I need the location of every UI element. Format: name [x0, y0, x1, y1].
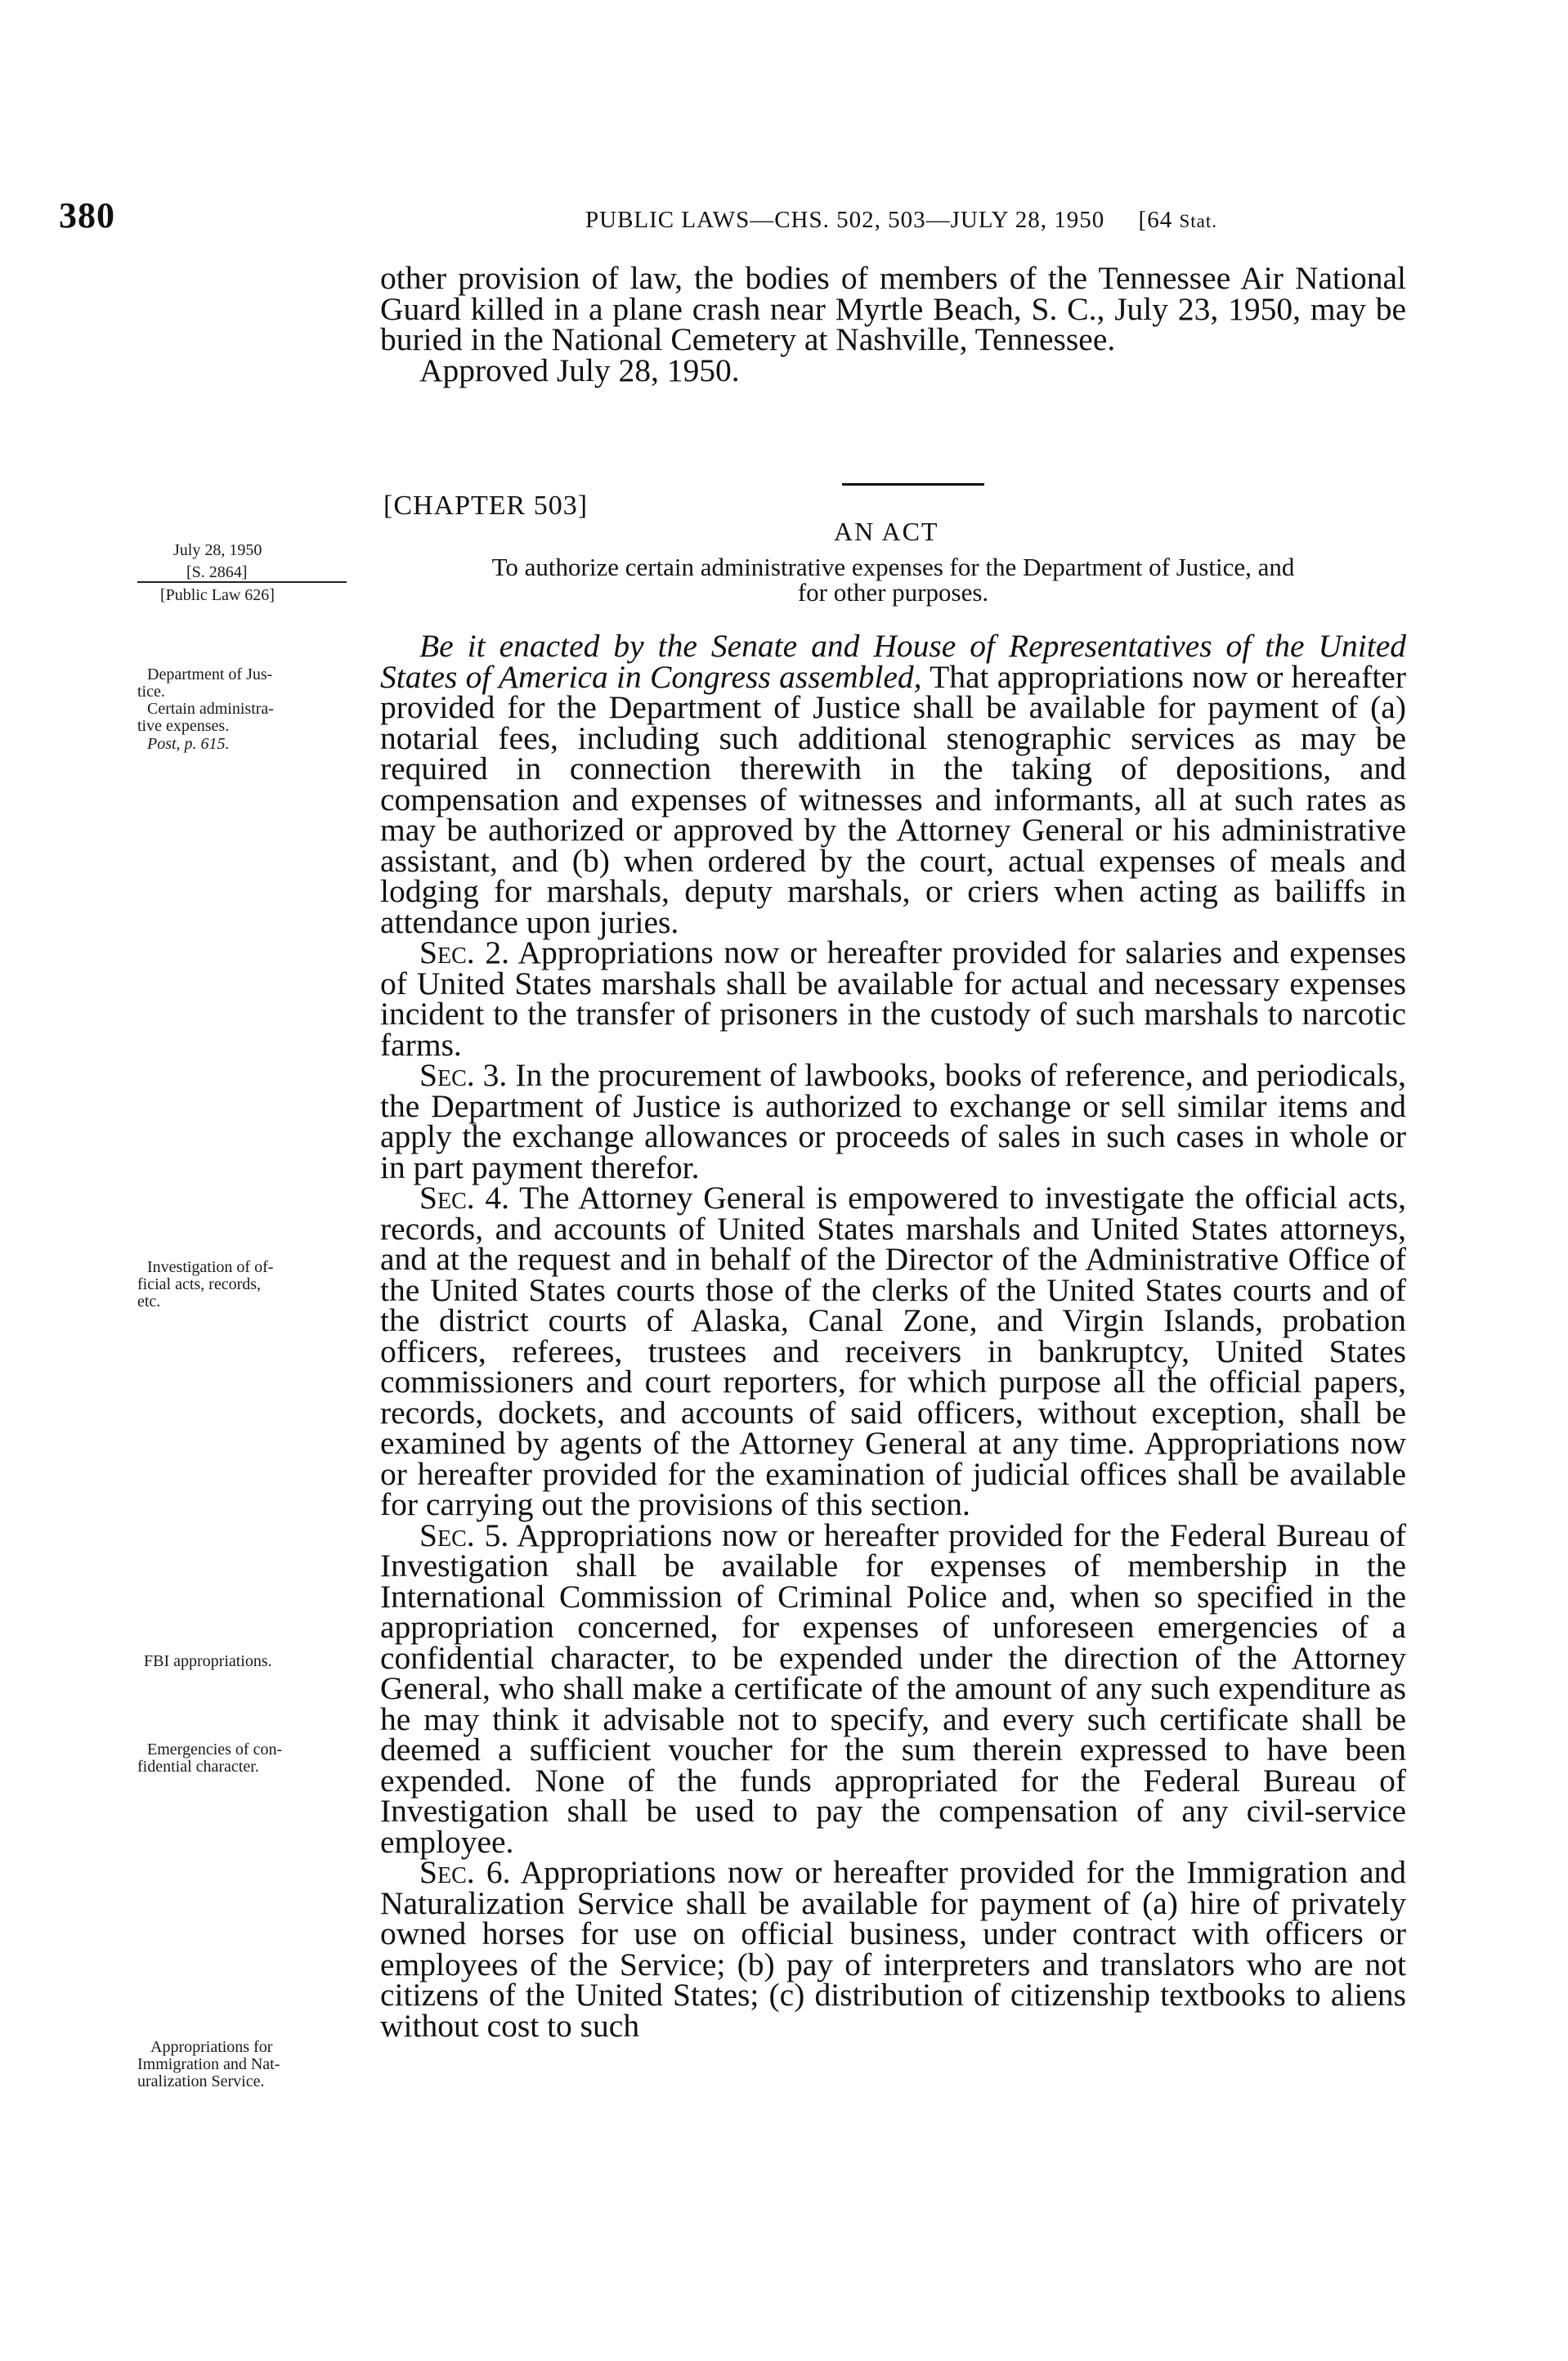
section-5-label: Sec. 5. [419, 1517, 509, 1553]
chapter-503-body [380, 628, 1407, 2044]
section-3 [380, 1057, 1407, 1185]
section-4 [380, 1180, 1406, 1522]
margin-fbi-appropriations: FBI appropriations. [144, 1652, 272, 1670]
margin-admin-expenses-1: Certain administra- [147, 700, 274, 718]
section-2-label: Sec. 2. [419, 934, 509, 970]
page-number: 380 [59, 195, 115, 235]
running-head-cite: [64 [1138, 207, 1180, 233]
margin-emergencies-1: Emergencies of con- [147, 1741, 283, 1758]
margin-ins-3: uralization Service. [137, 2072, 265, 2090]
running-head [585, 207, 1217, 234]
act-heading: AN ACT [834, 517, 939, 546]
margin-dept-justice-2: tice. [137, 683, 165, 701]
section-1 [380, 628, 1407, 940]
margin-emergencies-2: fidential character. [137, 1758, 259, 1776]
section-6-text: Appropriations now or hereafter provided for the Immigration and Naturalization Service shall be available for payment of (a) hire of privately owned horses for use on official business, under contract with officers or employees of the Service; (b) pay of interpreters and translators who are not citizens of the United States; (c) distribution of citizenship textbooks to aliens without cost to such [380, 1854, 1407, 2044]
margin-admin-expenses-2: tive expenses. [137, 717, 230, 735]
section-4-text: The Attorney General is empowered to investigate the official acts, records, and accounts of United States marshals and United States attorneys, and at the request and in behalf of the Director of the Administrative Office of the United States courts those of the clerks of the United States courts and of the district courts of Alaska, Canal Zone, and Virgin Islands, probation officers, referees, trustees and receivers in bankruptcy, United States commissioners and court reporters, for which purpose all the official papers, records, dockets, and accounts of said officers, without exception, shall be examined by agents of the Attorney General at any time. Appropriations now or hereafter provided for the examination of judicial offices shall be available for carrying out the provisions of this section. [380, 1180, 1406, 1522]
section-6-label: Sec. 6. [419, 1854, 511, 1890]
act-title-line-1: To authorize certain administrative expenses for the Department of Justice, and [491, 553, 1295, 581]
chapter-heading: [CHAPTER 503] [383, 491, 589, 521]
margin-bill-number: [S. 2864] [186, 563, 248, 581]
chapter-502-text: other provision of law, the bodies of members of the Tennessee Air National Guard killed in a plane crash near Myrtle Beach, S. C., July 23, 1950, may be buried in the National Cemetery at Nashville, Tennessee. [380, 260, 1406, 357]
section-5 [380, 1517, 1406, 1860]
running-head-main: PUBLIC LAWS—CHS. 502, 503—JULY 28, 1950 [585, 207, 1105, 233]
section-2-text: Appropriations now or hereafter provided for salaries and expenses of United States marshals shall be available for actual and necessary expenses incident to the transfer of prisoners in the custody of such marshals to narcotic farms. [380, 934, 1407, 1063]
section-6 [380, 1854, 1407, 2044]
margin-ins-2: Immigration and Nat- [137, 2055, 280, 2073]
section-3-text: In the procurement of lawbooks, books of reference, and periodicals, the Department of Justice is authorized to exchange or sell similar items and apply the exchange allowances or proceeds of sales in such cases in whole or in part payment therefor. [380, 1057, 1407, 1185]
margin-rule [137, 581, 347, 583]
section-4-label: Sec. 4. [419, 1180, 510, 1216]
running-head-stat: Stat. [1179, 211, 1217, 231]
section-2 [380, 934, 1407, 1063]
margin-public-law: [Public Law 626] [160, 586, 275, 604]
margin-investigation-3: etc. [137, 1293, 161, 1310]
section-5-text: Appropriations now or hereafter provided for the Federal Bureau of Investigation shall be available for expenses of membership in the International Commission of Criminal Police and, when so specified in the appropriation concerned, for expenses of unforeseen emergencies of a confidential character, to be expended under the direction of the Attorney General, who shall make a certificate of the amount of any such expenditure as he may think it advisable not to specify, and every such certificate shall be deemed a sufficient voucher for the sum therein expressed to have been expended. None of the funds appropriated for the Federal Bureau of Investigation shall be used to pay the compensation of any civil-service employee. [380, 1517, 1406, 1860]
chapter-502-tail [380, 260, 1406, 388]
margin-ins-1: Appropriations for [150, 2038, 273, 2056]
enacting-clause: Be it enacted by the Senate and House of Representatives of the United States of America in Congress assembled, [380, 628, 1406, 695]
act-title [380, 554, 1406, 605]
approved-line: Approved July 28, 1950. [419, 352, 740, 388]
section-divider [842, 483, 984, 486]
margin-post-reference: Post, p. 615. [147, 735, 230, 753]
act-title-line-2: for other purposes. [797, 578, 989, 607]
margin-dept-justice-1: Department of Jus- [147, 665, 273, 683]
section-1-text: That appropriations now or hereafter provided for the Department of Justice shall be available for payment of (a) notarial fees, including such additional stenographic services as may be required in connection therewith in the taking of depositions, and compensation and expenses of witnesses and informants, all at such rates as may be authorized or approved by the Attorney General or his administrative assistant, and (b) when ordered by the court, actual expenses of meals and lodging for marshals, deputy marshals, or criers when acting as bailiffs in attendance upon juries. [380, 658, 1407, 940]
section-3-label: Sec. 3. [419, 1057, 508, 1093]
margin-date: July 28, 1950 [173, 541, 262, 559]
margin-investigation-1: Investigation of of- [147, 1258, 274, 1276]
margin-investigation-2: ficial acts, records, [137, 1275, 262, 1293]
